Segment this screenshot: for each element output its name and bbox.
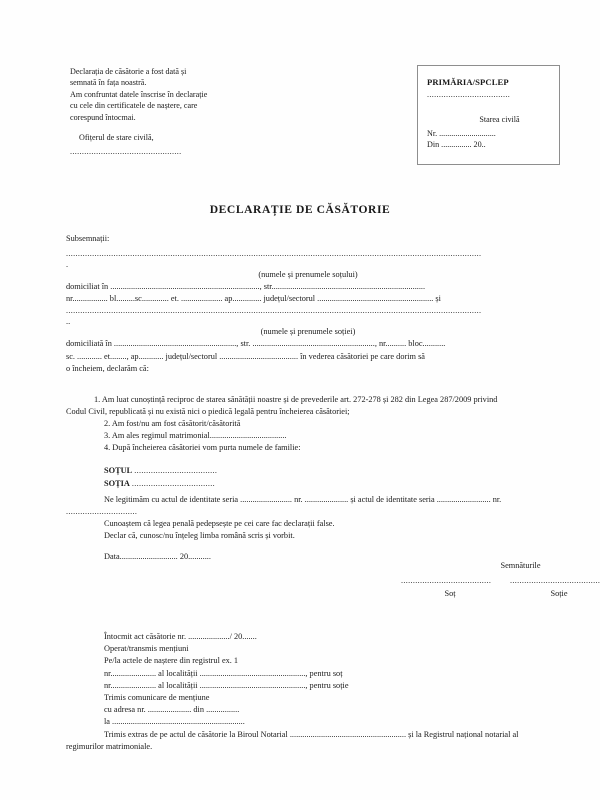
husband-address-conjunction: și — [435, 294, 441, 304]
wife-name-marker: .. — [66, 317, 71, 327]
communication-address-line[interactable]: cu adresa nr. ..................... din ................ — [104, 705, 240, 715]
officer-declaration-block — [70, 66, 300, 157]
wife-name-caption: (numele și prenumele soției) — [260, 327, 356, 337]
husband-register-entry[interactable]: nr...................... al localității ..................................................., pentru soț — [104, 668, 343, 678]
identity-document-line-tail[interactable]: .............................. — [66, 507, 138, 517]
husband-address-line-2-text: nr................. bl.........sc............. et. .................... ap.............. județul/sectorul ........................................................ — [66, 294, 434, 304]
husband-signature-label: Soț — [444, 588, 456, 598]
marriage-act-number-line[interactable]: Întocmit act căsătorie nr. ..................../ 20....... — [104, 632, 257, 641]
wife-address-line-3: o încheiem, declarăm că: — [66, 363, 149, 373]
clause-4: 4. După încheierea căsătoriei vom purta numele de familie: — [104, 443, 301, 452]
communication-destination-line[interactable]: la ................................................................ — [104, 717, 245, 727]
notary-extract-line[interactable] — [66, 729, 550, 753]
date-field[interactable]: Data............................ 20........... — [104, 552, 211, 561]
husband-name-field[interactable]: ............................................................................................................................................................................... — [66, 249, 482, 259]
wife-name-field[interactable]: ............................................................................................................................................................................... — [66, 306, 482, 316]
officer-signature-label: Ofițerul de stare civilă, — [79, 133, 154, 143]
identity-document-line[interactable]: Ne legitimăm cu actul de identitate seria ......................... nr. ..................... și actul de identitate seria .......................... nr. — [104, 495, 502, 505]
wife-register-entry[interactable]: nr...................... al localității ..................................................., pentru soție — [104, 680, 349, 690]
clause-2: 2. Am fost/nu am fost căsătorit/căsătorită — [104, 418, 241, 428]
header-zone — [0, 0, 600, 185]
officer-text-line-5: corespund întocmai. — [70, 112, 136, 122]
husband-address-line-2[interactable] — [66, 293, 550, 305]
officer-text-line-1: Declarația de căsătorie a fost dată și — [70, 67, 187, 76]
husband-address-line-1[interactable]: domiciliat în ........................................................................, str.......................................................................... — [66, 282, 426, 292]
officer-text-line-3: Am confruntat datele înscrise în declarație — [70, 89, 208, 99]
administrative-section — [66, 631, 550, 753]
signatures-fields-row — [401, 575, 600, 587]
registry-civil-status-label: Starea civilă — [479, 115, 520, 125]
registry-number-field[interactable]: Nr. ............................ — [427, 128, 496, 138]
husband-name-caption: (numele și prenumele soțului) — [258, 270, 358, 280]
notary-extract-text-b: regimurilor matrimoniale. — [66, 741, 153, 751]
husband-surname-label: SOȚUL — [104, 466, 133, 476]
signatures-labels-row — [401, 588, 600, 600]
husband-signature-field[interactable]: ...................................... — [401, 576, 492, 586]
penal-law-notice: Cunoaștem că legea penală pedepsește pe cei care fac declarații false. — [104, 519, 335, 529]
declaration-body — [66, 233, 550, 542]
wife-surname-row[interactable] — [66, 478, 550, 490]
wife-signature-field[interactable]: ...................................... — [510, 576, 600, 586]
husband-surname-field: ................................... — [134, 466, 218, 476]
husband-surname-row[interactable] — [66, 465, 550, 477]
language-notice: Declar că, cunosc/nu înțeleg limba română scris și vorbit. — [104, 531, 295, 541]
clause-1 — [66, 394, 550, 418]
wife-surname-label: SOȚIA — [104, 479, 130, 489]
registry-date-field[interactable]: Din ............... 20.. — [427, 140, 486, 150]
signature-zone — [66, 551, 600, 598]
signatures-heading: Semnăturile — [500, 561, 541, 570]
clause-1-text-b: Codul Civil, republicată și nu există nici o piedică legală pentru încheierea căsătoriei; — [66, 406, 350, 416]
registry-title: PRIMĂRIA/SPCLEP — [427, 77, 509, 87]
officer-signature-field[interactable]: ............................................... — [70, 146, 182, 156]
undersigned-label: Subsemnații: — [66, 234, 110, 243]
signatures-block — [401, 560, 600, 600]
officer-text-line-2: semnată în fața noastră. — [70, 78, 147, 88]
family-name-choice — [66, 465, 550, 490]
wife-signature-label: Soție — [550, 588, 568, 598]
registry-name-field[interactable]: ................................... — [427, 90, 511, 100]
page-title: DECLARAȚIE DE CĂSĂTORIE — [209, 203, 391, 216]
officer-text-line-4: cu cele din certificatele de naștere, care — [70, 101, 198, 111]
husband-name-marker: . — [66, 259, 69, 269]
clause-3[interactable]: 3. Am ales regimul matrimonial..................................... — [104, 430, 287, 440]
birth-register-line: Pe/la actele de naștere din registrul ex. 1 — [104, 656, 239, 666]
notary-extract-text-a: Trimis extras de pe actul de căsătorie la Biroul Notarial ........................................................ și la Registrul național notarial al — [104, 729, 519, 739]
clause-1-text-a: 1. Am luat cunoștință reciproc de starea sănătății noastre și de prevederile art. 272-278 și 282 din Legea 287/2009 privind — [94, 394, 498, 404]
mentions-line: Operat/transmis mențiuni — [104, 644, 189, 654]
wife-address-line-1[interactable]: domiciliată în ..........................................................., str. ..........................................................., nr.......... bloc........... — [66, 339, 446, 349]
wife-surname-field: ................................... — [131, 479, 215, 489]
wife-address-line-2[interactable]: sc. ............ et........, ap............ județul/sectorul ...................................... în vederea căsătoriei pe care dorim să — [66, 351, 425, 361]
body-spacer-1 — [66, 375, 550, 394]
communication-sent-line: Trimis comunicare de mențiune — [104, 692, 210, 702]
registry-office-box — [417, 65, 560, 165]
